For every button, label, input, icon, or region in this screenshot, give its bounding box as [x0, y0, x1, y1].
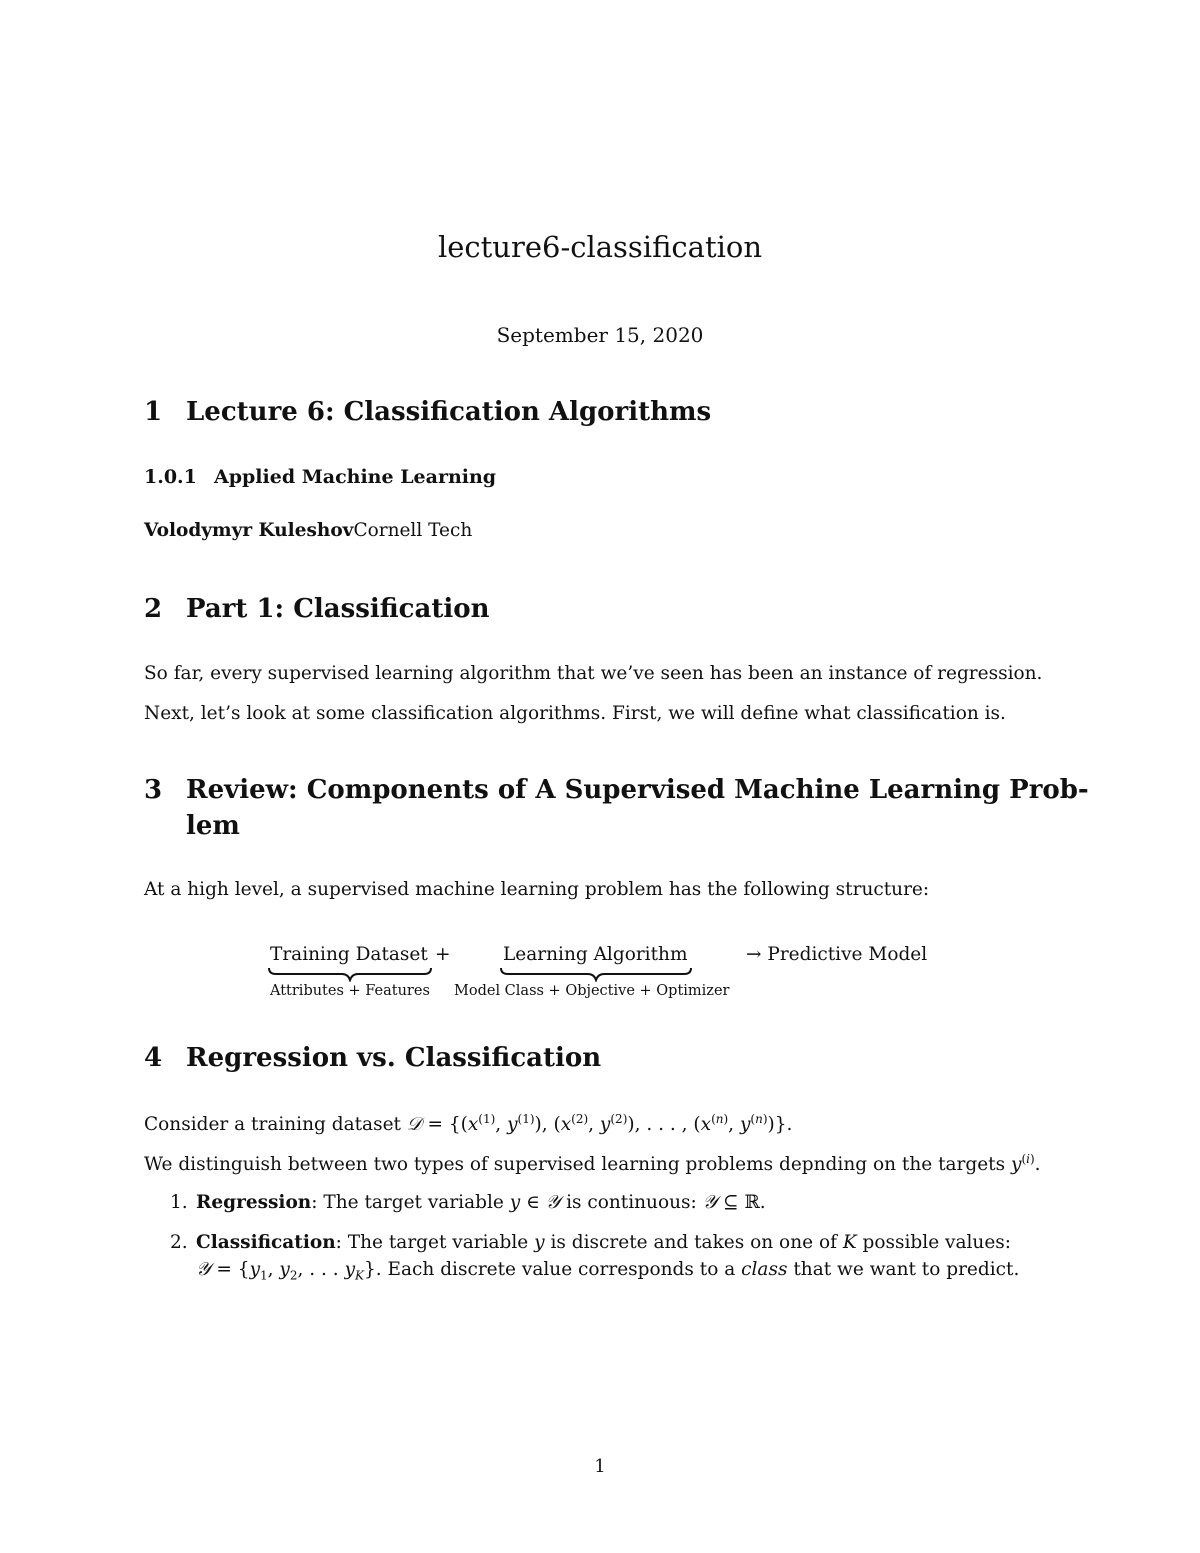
section-title: Lecture 6: Classification Algorithms — [186, 397, 712, 427]
list-item-regression: Regression: The target variable y ∈ 𝒴 is continuous: 𝒴 ⊆ ℝ. — [196, 1192, 766, 1213]
page-number: 1 — [594, 1456, 606, 1477]
section-title: Part 1: Classification — [186, 594, 490, 624]
section-title-line-1: Review: Components of A Supervised Machine Learning Prob- — [186, 775, 1089, 805]
learning-algorithm-term: Learning Algorithm — [503, 944, 688, 965]
section-number: 3 — [144, 775, 163, 805]
section-2-heading — [144, 594, 489, 624]
dataset-formula: 𝒟 = {($x^{(1)}$, $y^{(1)}$), ($x^{(2)}$, $y^{(2)}$), . . . , ($x^{(n)}$, $y^{(n)}$)}. — [406, 1112, 793, 1136]
list-item-number: 2. — [170, 1232, 188, 1253]
subsubsection-title: Applied Machine Learning — [214, 466, 497, 488]
subsubsection-number: 1.0.1 — [144, 466, 197, 488]
underbrace-label-training: Attributes + Features — [270, 983, 430, 999]
paragraph-distinguish: We distinguish between two types of supervised learning problems depnding on the targets $y^{(i)}$. — [144, 1152, 1041, 1176]
paragraph: Next, let’s look at some classification algorithms. First, we will define what classification is. — [144, 703, 1006, 724]
list-item-classification-line-2: 𝒴 = {$y_1$, $y_2$, . . . $y_K$}. Each discrete value corresponds to a class that we want to predict. — [196, 1259, 1020, 1283]
paragraph-dataset: Consider a training dataset 𝒟 = {($x^{(1)}$, $y^{(1)}$), ($x^{(2)}$, $y^{(2)}$), . . . , ($x^{(n)}$, $y^{(n)}$)}. — [144, 1112, 793, 1136]
paragraph: At a high level, a supervised machine learning problem has the following structure: — [144, 879, 930, 900]
predictive-model-term: → Predictive Model — [746, 944, 928, 965]
target-formula: $y^{(i)}$. — [1010, 1152, 1041, 1176]
section-4-heading — [144, 1043, 601, 1073]
list-item-number: 1. — [170, 1192, 188, 1213]
underbrace-label-algorithm: Model Class + Objective + Optimizer — [454, 983, 730, 999]
subsubsection-heading — [144, 466, 496, 488]
plus-sign: + — [435, 944, 451, 965]
list-item-classification-line-1: Classification: The target variable y is discrete and takes on one of K possible values: — [196, 1232, 1012, 1253]
author-affiliation: Cornell Tech — [353, 520, 473, 541]
underbrace-training — [268, 966, 432, 982]
section-1-heading — [144, 397, 711, 427]
section-number: 2 — [144, 594, 163, 624]
section-number: 4 — [144, 1043, 163, 1073]
document-title: lecture6-classification — [437, 230, 763, 264]
section-3-heading — [144, 775, 1089, 805]
section-title: Regression vs. Classification — [186, 1043, 602, 1073]
document-date: September 15, 2020 — [496, 323, 704, 347]
author-line — [144, 520, 472, 541]
section-number: 1 — [144, 397, 163, 427]
training-dataset-term: Training Dataset — [270, 944, 428, 965]
underbrace-algorithm — [500, 966, 692, 982]
paragraph: So far, every supervised learning algorithm that we’ve seen has been an instance of regression. — [144, 663, 1043, 684]
section-title-line-2: lem — [186, 811, 240, 841]
author-name: Volodymyr Kuleshov — [144, 520, 354, 541]
